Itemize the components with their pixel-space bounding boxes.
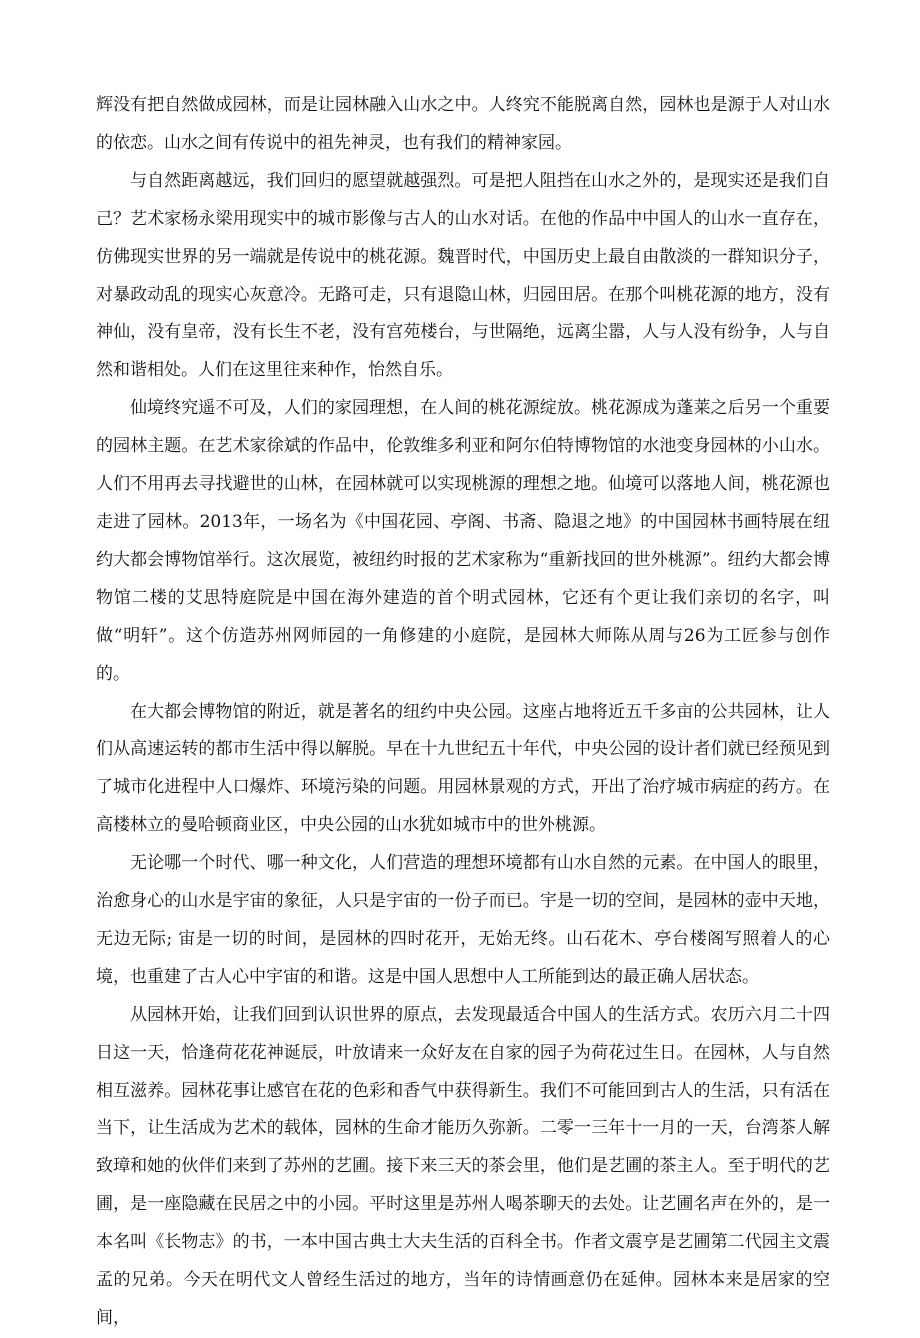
paragraph-continued: 辉没有把自然做成园林，而是让园林融入山水之中。人终究不能脱离自然，园林也是源于人对山水的依恋。山水之间有传说中的祖先神灵，也有我们的精神家园。 bbox=[96, 95, 830, 153]
paragraph: 与自然距离越远，我们回归的愿望就越强烈。可是把人阻挡在山水之外的，是现实还是我们自己？艺术家杨永梁用现实中的城市影像与古人的山水对话。在他的作品中中国人的山水一直存在，仿佛现实世界的另一端就是传说中的桃花源。魏晋时代，中国历史上最自由散淡的一群知识分子，对暴政动乱的现实心灰意冷。无路可走，只有退隐山林，归园田居。在那个叫桃花源的地方，没有神仙，没有皇帝，没有长生不老，没有宫苑楼台，与世隔绝，远离尘嚣，人与人没有纷争，人与自然和谐相处。人们在这里往来种作，怡然自乐。 bbox=[96, 170, 830, 381]
paragraph: 在大都会博物馆的附近，就是著名的纽约中央公园。这座占地将近五千多亩的公共园林，让人们从高速运转的都市生活中得以解脱。早在十九世纪五十年代，中央公园的设计者们就已经预见到了城市化进程中人口爆炸、环境污染的问题。用园林景观的方式，开出了治疗城市病症的药方。在高楼林立的曼哈顿商业区，中央公园的山水犹如城市中的世外桃源。 bbox=[96, 701, 830, 836]
document-page bbox=[96, 87, 830, 1338]
paragraph: 从园林开始，让我们回到认识世界的原点，去发现最适合中国人的生活方式。农历六月二十四日这一天，恰逢荷花花神诞辰，叶放请来一众好友在自家的园子为荷花过生日。在园林，人与自然相互滋养。园林花事让感官在花的色彩和香气中获得新生。我们不可能回到古人的生活，只有活在当下，让生活成为艺术的载体，园林的生命才能历久弥新。二零一三年十一月的一天，台湾茶人解致璋和她的伙伴们来到了苏州的艺圃。接下来三天的茶会里，他们是艺圃的茶主人。至于明代的艺圃，是一座隐藏在民居之中的小园。平时这里是苏州人喝茶聊天的去处。让艺圃名声在外的，是一本名叫《长物志》的书，一本中国古典士大夫生活的百科全书。作者文震亨是艺圃第二代园主文震孟的兄弟。今天在明代文人曾经生活过的地方，当年的诗情画意仍在延伸。园林本来是居家的空间， bbox=[96, 1004, 830, 1328]
paragraph: 仙境终究遥不可及，人们的家园理想，在人间的桃花源绽放。桃花源成为蓬莱之后另一个重要的园林主题。在艺术家徐斌的作品中，伦敦维多利亚和阿尔伯特博物馆的水池变身园林的小山水。人们不用再去寻找避世的山林，在园林就可以实现桃源的理想之地。仙境可以落地人间，桃花源也走进了园林。2013年，一场名为《中国花园、亭阁、书斋、隐退之地》的中国园林书画特展在纽约大都会博物馆举行。这次展览，被纽约时报的艺术家称为“重新找回的世外桃源”。纽约大都会博物馆二楼的艾思特庭院是中国在海外建造的首个明式园林，它还有个更让我们亲切的名字，叫做“明轩”。这个仿造苏州网师园的一角修建的小庭院，是园林大师陈从周与26为工匠参与创作的。 bbox=[96, 398, 830, 684]
paragraph: 无论哪一个时代、哪一种文化，人们营造的理想环境都有山水自然的元素。在中国人的眼里，治愈身心的山水是宇宙的象征，人只是宇宙的一份子而已。宇是一切的空间，是园林的壶中天地，无边无际; 宙是一切的时间，是园林的四时花开，无始无终。山石花木、亭台楼阁写照着人的心境，也重建了古人心中宇宙的和谐。这是中国人思想中人工所能到达的最正确人居状态。 bbox=[96, 853, 830, 987]
